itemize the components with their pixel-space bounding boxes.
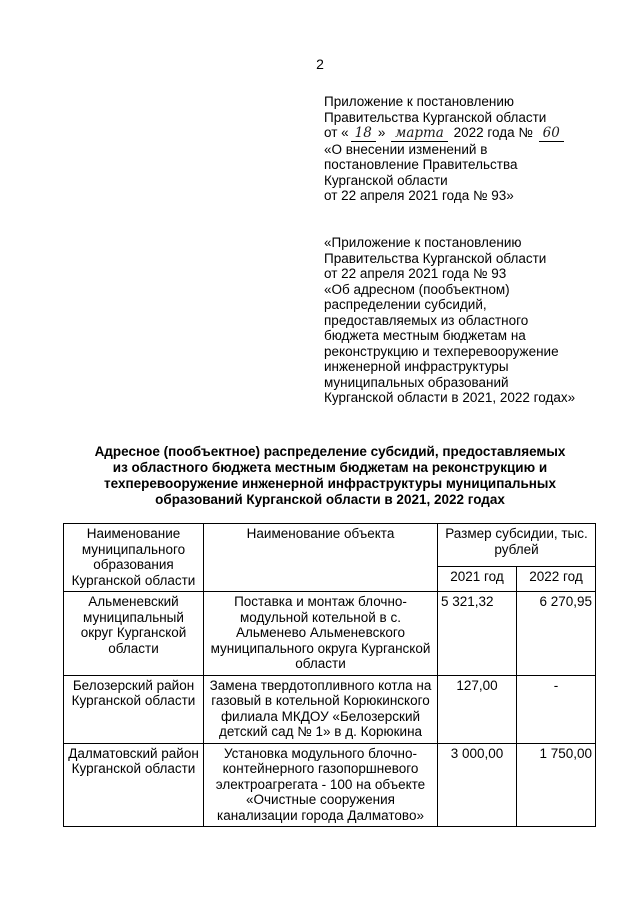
title-line: Адресное (пообъектное) распределение субсидий, предоставляемых <box>94 444 566 459</box>
row-value-2022: - <box>517 675 596 743</box>
table-row <box>64 743 596 827</box>
appendix-original-line: предоставляемых из областного <box>324 312 529 328</box>
row-municipality: Белозерский район Курганской области <box>64 675 204 743</box>
header-year-2021: 2021 год <box>438 567 517 592</box>
appendix-current-line-4: «О внесении изменений в <box>324 141 488 157</box>
appendix-current-line-1: Приложение к постановлению <box>324 94 515 109</box>
row-object: Поставка и монтаж блочно-модульной котельной в с. Альменево Альменевского муниципального округа Курганской области <box>204 592 438 676</box>
header-object: Наименование объекта <box>204 524 438 592</box>
appendix-current-line-7: от 22 апреля 2021 года № 93» <box>324 188 514 203</box>
header-municipality: Наименование муниципального образования Курганской области <box>64 524 204 592</box>
date-suffix: 2022 года № <box>453 125 533 140</box>
table-row <box>64 675 596 743</box>
subsidies-table <box>63 523 596 827</box>
row-value-2021: 5 321,32 <box>438 592 517 676</box>
table-header-row <box>64 524 596 567</box>
appendix-current-line-6: Курганской области <box>324 172 448 188</box>
appendix-current-block <box>324 94 624 204</box>
appendix-original-line: от 22 апреля 2021 года № 93 <box>324 266 507 281</box>
appendix-original-line: инженерной инфраструктуры <box>324 359 509 374</box>
row-municipality: Далматовский район Курганской области <box>64 743 204 827</box>
appendix-original-block <box>324 235 624 406</box>
appendix-current-date-line <box>324 125 624 142</box>
date-mid: » <box>377 125 386 140</box>
appendix-original-line: Правительства Курганской области <box>324 250 547 266</box>
appendix-original-line: распределении субсидий, <box>324 297 487 312</box>
row-value-2022: 6 270,95 <box>517 592 596 676</box>
row-object: Установка модульного блочно-контейнерного газопоршневого электроагрегата - 100 на объекте «Очистные сооружения канализации города Далматово» <box>204 743 438 827</box>
document-title <box>60 444 600 508</box>
page-number: 2 <box>316 56 324 72</box>
appendix-original-line: бюджета местным бюджетам на <box>324 328 526 343</box>
appendix-original-line: муниципальных образований <box>324 374 509 390</box>
title-line: образований Курганской области в 2021, 2022 годах <box>155 492 505 507</box>
header-subsidy: Размер субсидии, тыс. рублей <box>438 524 596 567</box>
row-object: Замена твердотопливного котла на газовый в котельной Корюкинского филиала МКДОУ «Белозерский детский сад № 1» в д. Корюкина <box>204 675 438 743</box>
appendix-current-line-5: постановление Правительства <box>324 157 518 172</box>
appendix-original-line: реконструкцию и техперевооружение <box>324 343 559 359</box>
header-year-2022: 2022 год <box>517 567 596 592</box>
title-line: из областного бюджета местным бюджетам на реконструкцию и <box>112 460 548 475</box>
handwritten-doc-number: 60 <box>537 126 566 142</box>
table-row <box>64 592 596 676</box>
row-value-2021: 127,00 <box>438 675 517 743</box>
appendix-original-line: «Об адресном (пообъектном) <box>324 281 510 297</box>
appendix-current-line-2: Правительства Курганской области <box>324 109 547 125</box>
handwritten-month: марта <box>389 126 450 142</box>
handwritten-day: 18 <box>349 126 378 142</box>
appendix-original-line: Курганской области в 2021, 2022 годах» <box>324 390 576 405</box>
date-prefix: от « <box>324 125 349 140</box>
row-value-2022: 1 750,00 <box>517 743 596 827</box>
title-line: техперевооружение инженерной инфраструктуры муниципальных <box>104 476 556 491</box>
row-municipality: Альменевский муниципальный округ Курганской области <box>64 592 204 676</box>
appendix-original-line: «Приложение к постановлению <box>324 235 522 250</box>
row-value-2021: 3 000,00 <box>438 743 517 827</box>
